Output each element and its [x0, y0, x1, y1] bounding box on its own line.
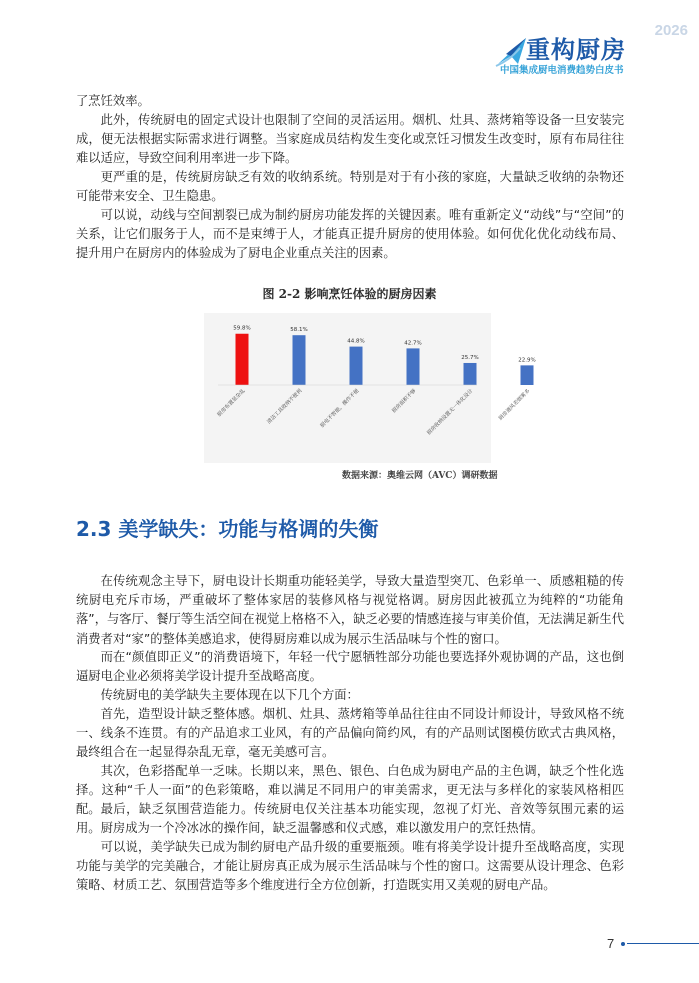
paragraph: 传统厨电的美学缺失主要体现在以下几个方面： [100, 688, 359, 702]
paragraph: 而在“颜值即正义”的消费语境下，年轻一代宁愿牺牲部分功能也要选择外观协调的产品，这也倒逼厨电企业必须将美学设计提升至战略高度。 [76, 650, 624, 684]
category-label: 厨房面积不够 [391, 388, 418, 415]
bar-value-label: 42.7% [404, 340, 422, 347]
brand-subtitle: 中国集成厨电消费趋势白皮书 [500, 65, 624, 76]
paragraph: 可以说，美学缺失已成为制约厨电产品升级的重要瓶颈。唯有将美学设计提升至战略高度，实现功能与美学的完美融合，才能让厨房真正成为展示生活品味与个性的窗口。这需要从设计理念、色彩策略、材质工艺、氛围营造等多个维度进行全方位创新，打造既实用又美观的厨电产品。 [76, 840, 624, 893]
bar [521, 365, 534, 385]
bar-value-label: 44.8% [347, 338, 365, 345]
bar [464, 363, 477, 385]
category-label: 厨房通风差烟雾多 [497, 388, 532, 422]
paragraph: 首先，造型设计缺乏整体感。烟机、灶具、蒸烤箱等单品往往由不同设计师设计，导致风格不统一、线条不连贯。有的产品追求工业风，有的产品偏向简约风，有的产品则试图模仿欧式古典风格，最终组合在一起显得杂乱无章，毫无美感可言。 [76, 707, 624, 760]
bar-chart [204, 313, 536, 463]
bar [350, 347, 363, 385]
figure-source: 数据来源：奥维云网（AVC）调研数据 [342, 471, 498, 481]
section-heading: 2.3 美学缺失：功能与格调的失衡 [76, 517, 379, 541]
brand-title: 重构厨房 [526, 36, 626, 64]
bar-value-label: 25.7% [461, 354, 479, 361]
bar-value-label: 22.9% [518, 357, 536, 364]
page-number: 7 [607, 936, 615, 951]
paragraph: 更严重的是，传统厨房缺乏有效的收纳系统。特别是对于有小孩的家庭，大量缺乏收纳的杂物还可能带来安全、卫生隐患。 [76, 170, 624, 204]
category-label: 清洁工具收纳不便利 [266, 388, 304, 426]
category-label: 厨房布置显杂乱 [216, 388, 247, 419]
paragraph: 了烹饪效率。 [76, 94, 150, 108]
chart-canvas [204, 313, 536, 463]
footer-rule [627, 943, 699, 944]
category-label: 厨房收纳设置无一体化设计 [426, 388, 475, 437]
brand-logo [496, 22, 692, 84]
bar [407, 348, 420, 385]
paragraph: 此外，传统厨电的固定式设计也限制了空间的灵活运用。烟机、灶具、蒸烤箱等设备一旦安装完成，便无法根据实际需求进行调整。当家庭成员结构发生变化或烹饪习惯发生改变时，原有布局往往难以适应，导致空间利用率进一步下降。 [76, 113, 624, 166]
paragraph: 最后，缺乏氛围营造能力。传统厨电仅关注基本功能实现，忽视了灯光、音效等氛围元素的运用。厨房成为一个冷冰冰的操作间，缺乏温馨感和仪式感，难以激发用户的烹饪热情。 [76, 802, 624, 836]
paragraph: 在传统观念主导下，厨电设计长期重功能轻美学，导致大量造型突兀、色彩单一、质感粗糙的传统厨电充斥市场，严重破坏了整体家居的装修风格与视觉格调。厨房因此被孤立为纯粹的“功能角落”，与客厅、餐厅等生活空间在视觉上格格不入，缺乏必要的情感连接与审美价值，无法满足新生代消费者对“家”的整体美感追求，使得厨房难以成为展示生活品味与个性的窗口。 [76, 574, 624, 646]
category-label: 厨电不智能，操作不便 [319, 388, 361, 430]
brand-year: 2026 [654, 22, 688, 39]
bar [293, 335, 306, 385]
bar [236, 334, 249, 385]
bar-value-label: 59.8% [233, 325, 251, 332]
figure-title: 图 2-2 影响烹饪体验的厨房因素 [262, 287, 437, 301]
footer-dot [621, 942, 625, 946]
paragraph: 其次，色彩搭配单一乏味。长期以来，黑色、银色、白色成为厨电产品的主色调，缺乏个性化选择。这种“千人一面”的色彩策略，难以满足不同用户的审美需求，更无法与多样化的家装风格相匹配。 [76, 764, 624, 817]
paragraph: 可以说，动线与空间割裂已成为制约厨房功能发挥的关键因素。唯有重新定义“动线”与“空间”的关系，让它们服务于人，而不是束缚于人，才能真正提升厨房的使用体验。如何优化优化动线布局、提升用户在厨房内的体验成为了厨电企业重点关注的因素。 [76, 208, 624, 261]
bar-value-label: 58.1% [290, 327, 308, 334]
